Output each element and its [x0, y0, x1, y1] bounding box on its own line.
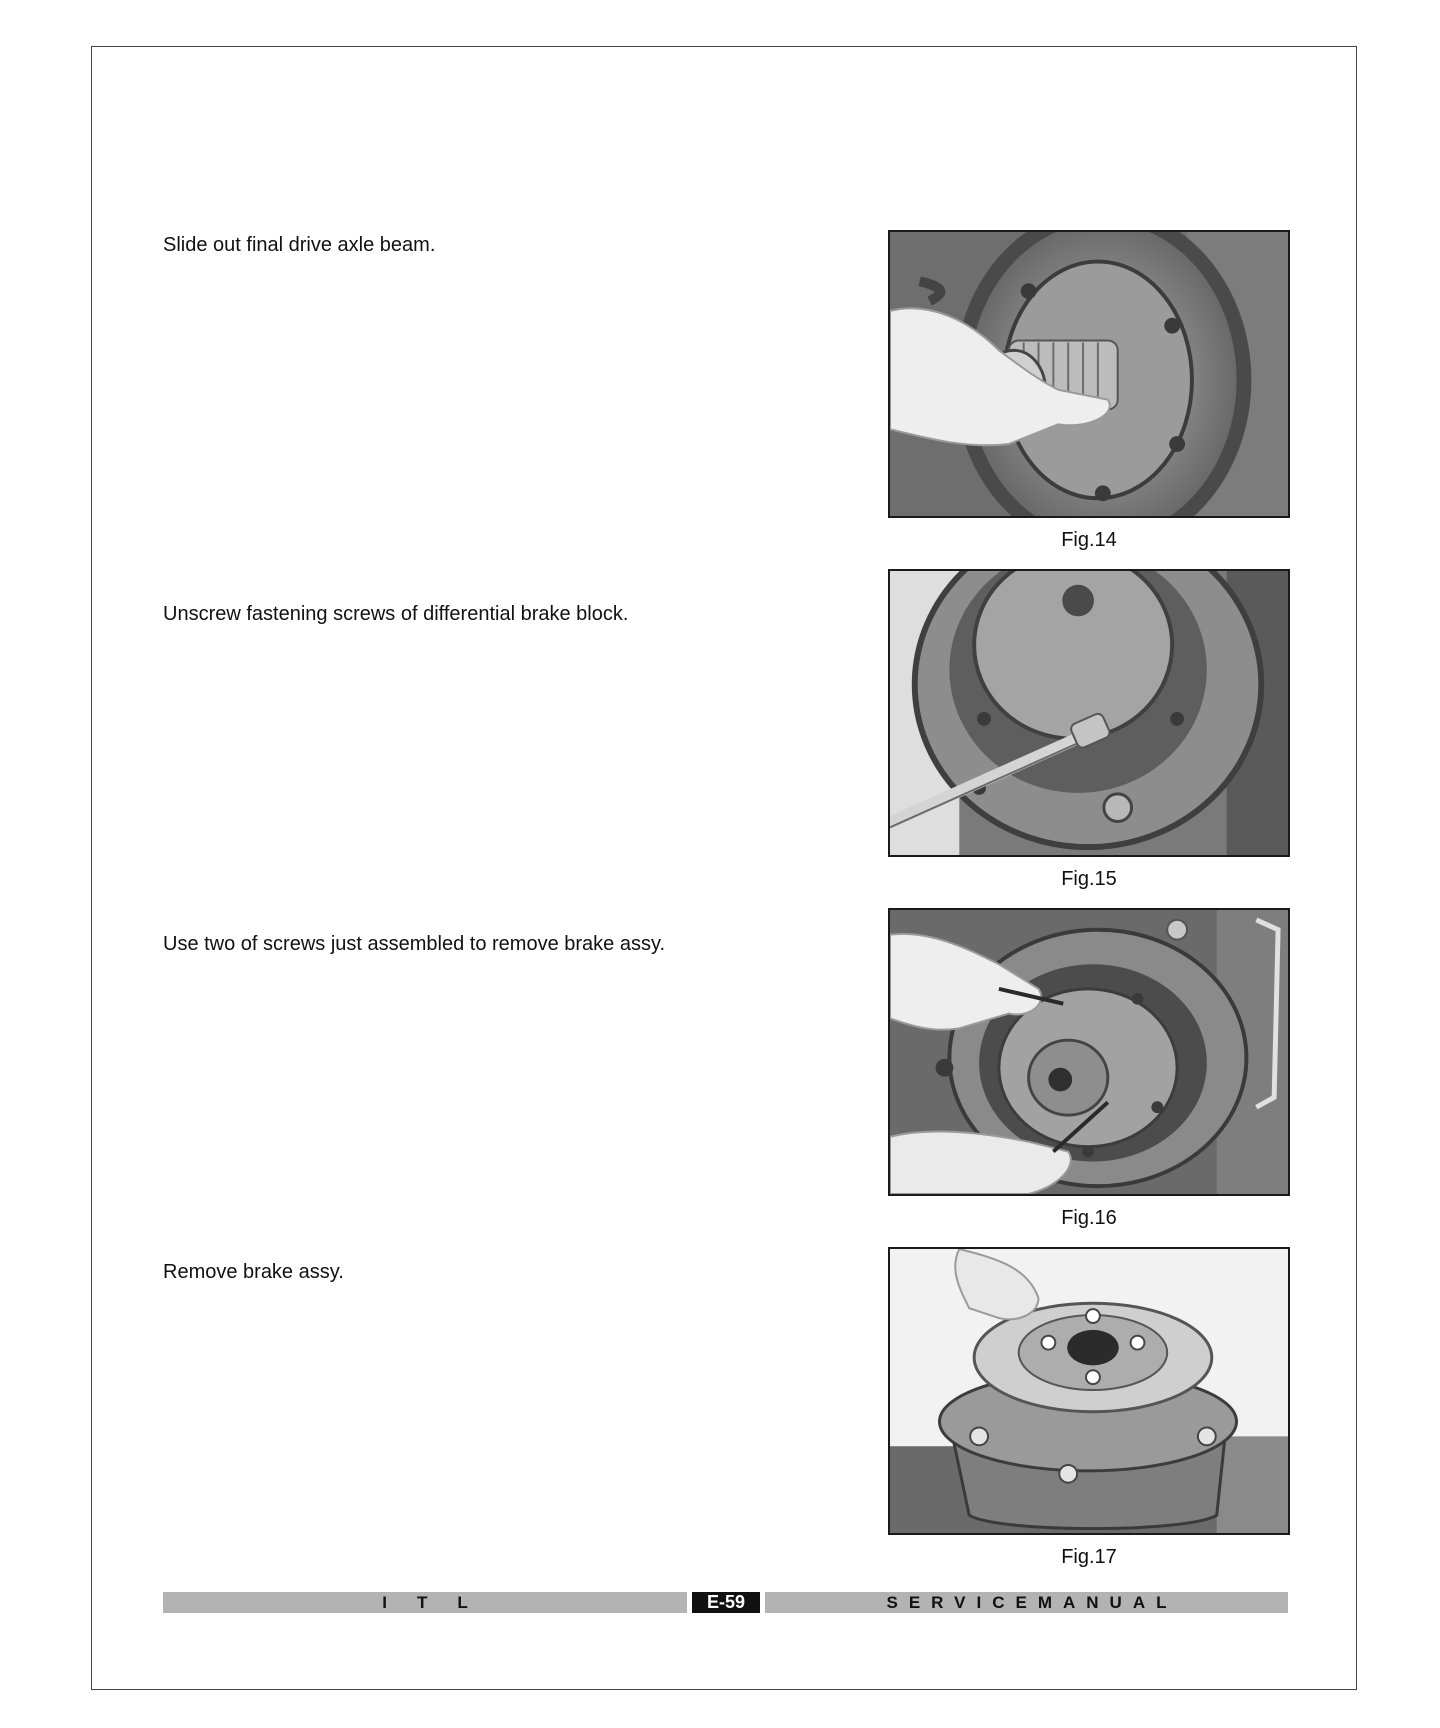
figure-16-caption: Fig.16 — [1061, 1207, 1117, 1229]
brake-disc-assembly-photo — [890, 1249, 1288, 1533]
footer-left-bar — [163, 1592, 687, 1613]
footer-company-label: ITL — [382, 1593, 498, 1612]
step-instruction-1: Slide out final drive axle beam. — [163, 234, 436, 256]
figure-15-photo — [888, 569, 1290, 857]
figure-16-photo — [888, 908, 1290, 1196]
figure-17-photo — [888, 1247, 1290, 1535]
figure-17-caption: Fig.17 — [1061, 1546, 1117, 1568]
footer-manual-label: SERVICEMANUAL — [886, 1593, 1178, 1612]
step-instruction-2: Unscrew fastening screws of differential brake block. — [163, 603, 629, 625]
hands-inserting-screws-photo — [890, 910, 1288, 1194]
figure-14-caption: Fig.14 — [1061, 529, 1117, 551]
hand-removing-splined-shaft-photo — [890, 232, 1288, 516]
step-instruction-3: Use two of screws just assembled to remove brake assy. — [163, 933, 666, 955]
step-instruction-4: Remove brake assy. — [163, 1261, 344, 1283]
page-number: E-59 — [692, 1592, 760, 1613]
wrench-on-brake-screw-photo — [890, 571, 1288, 855]
figure-14-photo — [888, 230, 1290, 518]
footer-right-bar — [765, 1592, 1288, 1613]
figure-15-caption: Fig.15 — [1061, 868, 1117, 890]
